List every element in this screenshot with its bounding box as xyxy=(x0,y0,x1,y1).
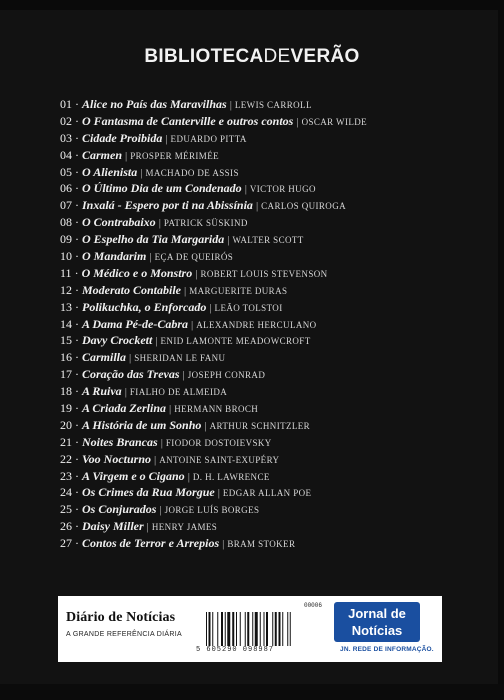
collection-title xyxy=(0,46,504,68)
barcode-bars xyxy=(206,612,322,646)
book-title: Moderato Contabile xyxy=(82,282,182,297)
book-title: O Fantasma de Canterville e outros contos xyxy=(82,113,294,128)
separator-bar: | xyxy=(140,166,143,179)
book-title: Contos de Terror e Arrepios xyxy=(82,536,220,551)
separator-dot: · xyxy=(75,502,79,517)
separator-dot: · xyxy=(75,384,79,399)
book-title: Noites Brancas xyxy=(82,434,158,449)
separator-bar: | xyxy=(158,217,161,230)
barcode-bar xyxy=(240,612,241,646)
book-list-item xyxy=(60,197,460,214)
separator-dot: · xyxy=(74,265,79,280)
book-list-item xyxy=(60,214,460,231)
book-author: ANTOINE SAINT-EXUPÉRY xyxy=(159,454,280,465)
book-list xyxy=(60,96,460,552)
book-list-item xyxy=(60,484,460,501)
book-number: 03 xyxy=(60,130,72,145)
separator-dot: · xyxy=(75,249,79,264)
top-edge xyxy=(0,0,504,10)
barcode-addon-number: 00006 xyxy=(303,602,322,609)
book-list-item xyxy=(60,451,460,468)
book-list-item xyxy=(60,366,460,383)
separator-dot: · xyxy=(75,434,79,449)
separator-bar: | xyxy=(149,251,152,264)
separator-bar: | xyxy=(160,436,163,449)
separator-dot: · xyxy=(75,130,79,145)
book-author: D. H. LAWRENCE xyxy=(192,471,270,482)
separator-bar: | xyxy=(154,453,157,466)
separator-dot: · xyxy=(75,97,79,111)
title-part-de: DE xyxy=(263,46,291,67)
book-list-item xyxy=(60,434,460,451)
separator-dot: · xyxy=(75,350,79,365)
barcode-bar xyxy=(264,612,265,646)
book-title: Os Conjurados xyxy=(82,502,157,517)
barcode-bar xyxy=(290,612,291,646)
book-list-item xyxy=(60,113,460,130)
separator-bar: | xyxy=(222,538,225,551)
separator-bar: | xyxy=(187,470,190,483)
barcode-bar xyxy=(206,612,207,646)
separator-bar: | xyxy=(217,487,220,500)
separator-bar: | xyxy=(124,386,127,399)
publisher-panel xyxy=(58,596,442,662)
book-title: Inxalá - Espero por ti na Abissínia xyxy=(82,198,253,213)
separator-dot: · xyxy=(75,164,79,179)
title-part-verao: VERÃO xyxy=(290,46,360,67)
book-number: 14 xyxy=(60,316,72,331)
separator-bar: | xyxy=(209,301,212,314)
book-title: Os Crimes da Rua Morgue xyxy=(82,485,215,500)
book-title: O Médico e o Monstro xyxy=(81,265,193,280)
book-author: EDGAR ALLAN POE xyxy=(222,488,312,499)
barcode-bar xyxy=(212,612,213,646)
book-number: 05 xyxy=(60,164,72,179)
book-list-item xyxy=(60,147,460,164)
book-author: PATRICK SÜSKIND xyxy=(163,218,248,229)
separator-dot: · xyxy=(75,468,79,483)
book-number: 07 xyxy=(60,198,72,213)
separator-dot: · xyxy=(75,198,79,213)
book-title: A História de um Sonho xyxy=(82,417,202,432)
book-author: HERMANN BROCH xyxy=(174,404,259,415)
book-number: 11 xyxy=(60,265,72,280)
book-title: A Ruiva xyxy=(82,384,122,399)
book-number: 04 xyxy=(60,147,72,162)
book-number: 23 xyxy=(60,468,72,483)
book-title: O Espelho da Tia Margarida xyxy=(82,232,225,247)
separator-bar: | xyxy=(125,149,128,162)
book-number: 17 xyxy=(60,367,72,382)
jornal-de-noticias-logo xyxy=(326,600,436,658)
separator-bar: | xyxy=(255,200,259,213)
book-list-item xyxy=(60,501,460,518)
separator-dot: · xyxy=(75,519,79,534)
book-number: 21 xyxy=(60,434,72,449)
separator-dot: · xyxy=(75,451,79,466)
jn-tagline: JN. REDE DE INFORMAÇÃO. xyxy=(340,646,434,653)
barcode-bar xyxy=(287,612,288,646)
barcode-bar xyxy=(282,612,283,646)
book-author: BRAM STOKER xyxy=(227,539,296,550)
book-title: Polikuchka, o Enforcado xyxy=(82,299,207,314)
book-number: 08 xyxy=(60,215,72,230)
book-author: ROBERT LOUIS STEVENSON xyxy=(200,268,328,279)
book-author: WALTER SCOTT xyxy=(232,235,304,246)
book-list-item xyxy=(60,96,460,113)
book-list-item xyxy=(60,130,460,147)
separator-dot: · xyxy=(75,181,79,196)
book-title: A Criada Zerlina xyxy=(82,401,167,416)
barcode-bar xyxy=(247,612,249,646)
separator-bar: | xyxy=(146,521,149,534)
separator-dot: · xyxy=(75,367,79,382)
separator-bar: | xyxy=(296,115,299,128)
separator-dot: · xyxy=(75,113,79,128)
book-number: 01 xyxy=(60,97,72,111)
book-author: FIODOR DOSTOIEVSKY xyxy=(165,437,272,448)
barcode-bar xyxy=(255,612,258,646)
separator-bar: | xyxy=(169,403,172,416)
barcode-bar xyxy=(227,612,230,646)
barcode-bar xyxy=(275,612,277,646)
book-title: Carmilla xyxy=(82,350,127,365)
book-title: Voo Nocturno xyxy=(82,451,152,466)
book-number: 15 xyxy=(60,333,72,348)
title-part-biblioteca: BIBLIOTECA xyxy=(144,46,264,67)
book-list-item xyxy=(60,383,460,400)
book-title: Carmen xyxy=(82,147,123,162)
separator-bar: | xyxy=(191,318,194,331)
right-edge xyxy=(498,0,504,700)
book-number: 25 xyxy=(60,502,72,517)
separator-dot: · xyxy=(75,232,79,247)
separator-dot: · xyxy=(75,417,79,432)
book-list-item xyxy=(60,231,460,248)
dn-tagline: A GRANDE REFERÊNCIA DIÁRIA xyxy=(66,631,182,638)
separator-dot: · xyxy=(75,401,79,416)
barcode-bar xyxy=(225,612,226,646)
book-author: FIALHO DE ALMEIDA xyxy=(129,387,228,398)
book-title: A Virgem e o Cigano xyxy=(82,468,185,483)
book-number: 02 xyxy=(60,113,72,128)
jn-line1: Jornal de xyxy=(348,606,406,621)
book-list-item xyxy=(60,282,460,299)
book-author: JORGE LUÍS BORGES xyxy=(164,505,260,516)
book-number: 20 xyxy=(60,417,72,432)
jn-logo-box xyxy=(334,602,420,642)
book-author: ARTHUR SCHNITZLER xyxy=(209,420,311,431)
separator-bar: | xyxy=(159,504,162,517)
barcode-bar xyxy=(266,612,268,646)
separator-bar: | xyxy=(182,369,185,382)
book-author: ENID LAMONTE MEADOWCROFT xyxy=(160,336,311,347)
book-number: 19 xyxy=(60,401,72,416)
barcode-bar xyxy=(232,612,234,646)
separator-bar: | xyxy=(129,352,132,365)
book-list-item xyxy=(60,265,460,282)
book-list-item xyxy=(60,332,460,349)
separator-dot: · xyxy=(75,485,79,500)
book-number: 10 xyxy=(60,249,72,264)
barcode-bar xyxy=(279,612,281,646)
book-number: 06 xyxy=(60,181,72,196)
separator-bar: | xyxy=(155,335,158,348)
book-number: 18 xyxy=(60,384,72,399)
separator-bar: | xyxy=(184,284,187,297)
book-author: MARGUERITE DURAS xyxy=(189,285,288,296)
book-list-item xyxy=(60,349,460,366)
book-list-item xyxy=(60,535,460,552)
book-number: 16 xyxy=(60,350,72,365)
book-title: O Contrabaixo xyxy=(82,215,156,230)
book-author: PROSPER MÉRIMÉE xyxy=(130,150,219,161)
barcode-bar xyxy=(217,612,218,646)
book-title: O Último Dia de um Condenado xyxy=(82,181,242,196)
separator-bar: | xyxy=(227,234,230,247)
separator-dot: · xyxy=(75,215,79,230)
book-number: 09 xyxy=(60,232,72,247)
book-author: HENRY JAMES xyxy=(151,522,218,533)
separator-bar: | xyxy=(229,99,232,111)
separator-dot: · xyxy=(75,299,79,314)
book-list-item xyxy=(60,299,460,316)
book-title: Coração das Trevas xyxy=(82,367,180,382)
barcode xyxy=(196,604,326,656)
separator-bar: | xyxy=(204,419,207,432)
barcode-bar xyxy=(272,612,273,646)
separator-dot: · xyxy=(75,147,79,162)
separator-bar: | xyxy=(244,183,247,196)
book-author: SHERIDAN LE FANU xyxy=(134,353,226,364)
book-number: 12 xyxy=(60,282,72,297)
book-author: CARLOS QUIROGA xyxy=(261,201,346,212)
book-author: EÇA DE QUEIRÓS xyxy=(154,252,234,263)
diario-de-noticias-logo xyxy=(66,610,186,638)
barcode-bar xyxy=(252,612,253,646)
book-author: VICTOR HUGO xyxy=(249,184,316,195)
separator-bar: | xyxy=(165,132,168,145)
separator-dot: · xyxy=(75,536,79,551)
book-list-item xyxy=(60,248,460,265)
jn-line2: Notícias xyxy=(351,623,403,638)
book-number: 22 xyxy=(60,451,72,466)
bottom-edge xyxy=(0,684,504,700)
book-list-item xyxy=(60,468,460,485)
book-author: JOSEPH CONRAD xyxy=(187,370,266,381)
book-author: MACHADO DE ASSIS xyxy=(145,167,239,178)
book-number: 26 xyxy=(60,519,72,534)
book-author: LEWIS CARROLL xyxy=(234,100,312,110)
book-author: EDUARDO PITTA xyxy=(170,133,247,144)
book-list-item xyxy=(60,180,460,197)
book-number: 13 xyxy=(60,299,72,314)
book-number: 24 xyxy=(60,485,72,500)
book-list-item xyxy=(60,164,460,181)
book-title: O Alienista xyxy=(82,164,138,179)
dn-name: Diário de Notícias xyxy=(66,610,176,625)
barcode-bar xyxy=(260,612,261,646)
barcode-bar xyxy=(236,612,237,646)
book-title: A Dama Pé-de-Cabra xyxy=(82,316,188,331)
book-list-item xyxy=(60,417,460,434)
book-list-item xyxy=(60,316,460,333)
book-number: 27 xyxy=(60,536,72,551)
separator-dot: · xyxy=(75,282,79,297)
barcode-bar xyxy=(209,612,211,646)
book-list-item xyxy=(60,400,460,417)
book-author: LEÃO TOLSTOI xyxy=(214,302,283,313)
book-title: Daisy Miller xyxy=(82,519,144,534)
book-title: O Mandarim xyxy=(82,249,147,264)
book-title: Davy Crockett xyxy=(82,333,153,348)
book-list-item xyxy=(60,518,460,535)
barcode-digits: 5 605290 098987 xyxy=(196,646,275,654)
book-author: ALEXANDRE HERCULANO xyxy=(196,319,317,330)
book-author: OSCAR WILDE xyxy=(301,116,368,127)
separator-dot: · xyxy=(75,333,79,348)
separator-bar: | xyxy=(195,267,198,280)
separator-dot: · xyxy=(75,316,79,331)
barcode-bar xyxy=(221,612,223,646)
book-title: Alice no País das Maravilhas xyxy=(82,97,227,111)
book-title: Cidade Proibida xyxy=(82,130,163,145)
barcode-bar xyxy=(245,612,246,646)
